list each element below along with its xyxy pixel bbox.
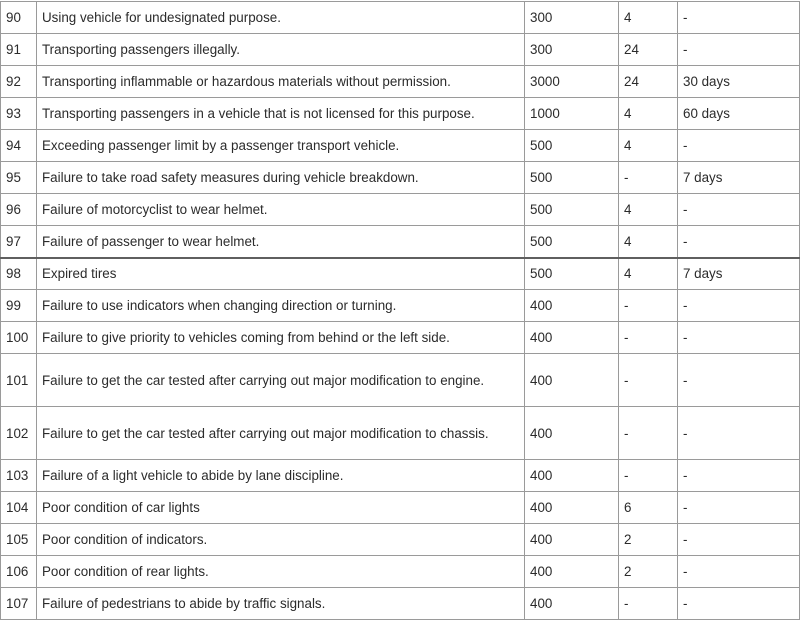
violation-description: Failure of passenger to wear helmet. [37,226,525,258]
violation-number: 90 [1,2,37,34]
violation-number: 92 [1,66,37,98]
suspension-period: - [678,588,800,620]
fine-amount: 400 [525,556,619,588]
fine-amount: 400 [525,524,619,556]
fine-amount: 500 [525,130,619,162]
black-points: - [619,354,678,407]
violation-description: Failure of pedestrians to abide by traffic signals. [37,588,525,620]
fine-amount: 500 [525,226,619,258]
table-row [1,66,800,98]
fine-amount: 500 [525,162,619,194]
suspension-period: - [678,524,800,556]
table-row [1,226,800,258]
violation-number: 106 [1,556,37,588]
violation-number: 102 [1,407,37,460]
table-row [1,2,800,34]
suspension-period: 30 days [678,66,800,98]
suspension-period: - [678,556,800,588]
violation-description: Poor condition of rear lights. [37,556,525,588]
table-row [1,556,800,588]
suspension-period: 7 days [678,258,800,290]
violation-number: 95 [1,162,37,194]
black-points: - [619,162,678,194]
suspension-period: - [678,322,800,354]
suspension-period: - [678,407,800,460]
violation-description: Using vehicle for undesignated purpose. [37,2,525,34]
suspension-period: - [678,194,800,226]
table-row [1,258,800,290]
black-points: - [619,460,678,492]
violation-description: Failure to take road safety measures during vehicle breakdown. [37,162,525,194]
violation-number: 94 [1,130,37,162]
black-points: 2 [619,556,678,588]
fine-amount: 300 [525,34,619,66]
violation-number: 91 [1,34,37,66]
black-points: - [619,588,678,620]
table-row [1,34,800,66]
violation-description: Failure to use indicators when changing direction or turning. [37,290,525,322]
fine-amount: 500 [525,194,619,226]
table-row [1,588,800,620]
black-points: 4 [619,194,678,226]
fine-amount: 3000 [525,66,619,98]
violation-number: 101 [1,354,37,407]
table-row [1,492,800,524]
violation-number: 107 [1,588,37,620]
violation-description: Failure of motorcyclist to wear helmet. [37,194,525,226]
black-points: 24 [619,66,678,98]
fine-amount: 400 [525,290,619,322]
violation-number: 96 [1,194,37,226]
fine-amount: 400 [525,460,619,492]
black-points: 24 [619,34,678,66]
table-row [1,407,800,460]
black-points: - [619,290,678,322]
black-points: 4 [619,2,678,34]
violation-description: Failure of a light vehicle to abide by lane discipline. [37,460,525,492]
violation-description: Exceeding passenger limit by a passenger transport vehicle. [37,130,525,162]
table-row [1,290,800,322]
violation-description: Transporting inflammable or hazardous materials without permission. [37,66,525,98]
violation-description: Failure to get the car tested after carrying out major modification to engine. [37,354,525,407]
violation-description: Transporting passengers illegally. [37,34,525,66]
violation-number: 93 [1,98,37,130]
black-points: 4 [619,226,678,258]
suspension-period: 7 days [678,162,800,194]
violation-number: 100 [1,322,37,354]
table-row [1,524,800,556]
table-row [1,322,800,354]
suspension-period: - [678,492,800,524]
fine-amount: 1000 [525,98,619,130]
violation-description: Failure to get the car tested after carrying out major modification to chassis. [37,407,525,460]
fine-amount: 500 [525,258,619,290]
fine-amount: 400 [525,354,619,407]
table-row [1,162,800,194]
violation-number: 99 [1,290,37,322]
violation-description: Failure to give priority to vehicles coming from behind or the left side. [37,322,525,354]
suspension-period: - [678,2,800,34]
suspension-period: - [678,460,800,492]
suspension-period: - [678,130,800,162]
suspension-period: - [678,290,800,322]
black-points: - [619,407,678,460]
violations-table [0,1,800,620]
table-row [1,194,800,226]
table-row [1,460,800,492]
suspension-period: - [678,34,800,66]
black-points: 4 [619,258,678,290]
table-row [1,98,800,130]
black-points: 4 [619,130,678,162]
violation-description: Transporting passengers in a vehicle that is not licensed for this purpose. [37,98,525,130]
table-row [1,354,800,407]
fine-amount: 400 [525,407,619,460]
fine-amount: 300 [525,2,619,34]
violation-description: Poor condition of car lights [37,492,525,524]
black-points: 6 [619,492,678,524]
violation-description: Poor condition of indicators. [37,524,525,556]
violation-number: 103 [1,460,37,492]
fine-amount: 400 [525,322,619,354]
violation-number: 104 [1,492,37,524]
violation-number: 98 [1,258,37,290]
suspension-period: 60 days [678,98,800,130]
fine-amount: 400 [525,588,619,620]
table-row [1,130,800,162]
violation-number: 105 [1,524,37,556]
fine-amount: 400 [525,492,619,524]
black-points: 4 [619,98,678,130]
black-points: - [619,322,678,354]
violation-number: 97 [1,226,37,258]
black-points: 2 [619,524,678,556]
suspension-period: - [678,354,800,407]
violations-table-body [1,2,800,620]
violation-description: Expired tires [37,258,525,290]
suspension-period: - [678,226,800,258]
